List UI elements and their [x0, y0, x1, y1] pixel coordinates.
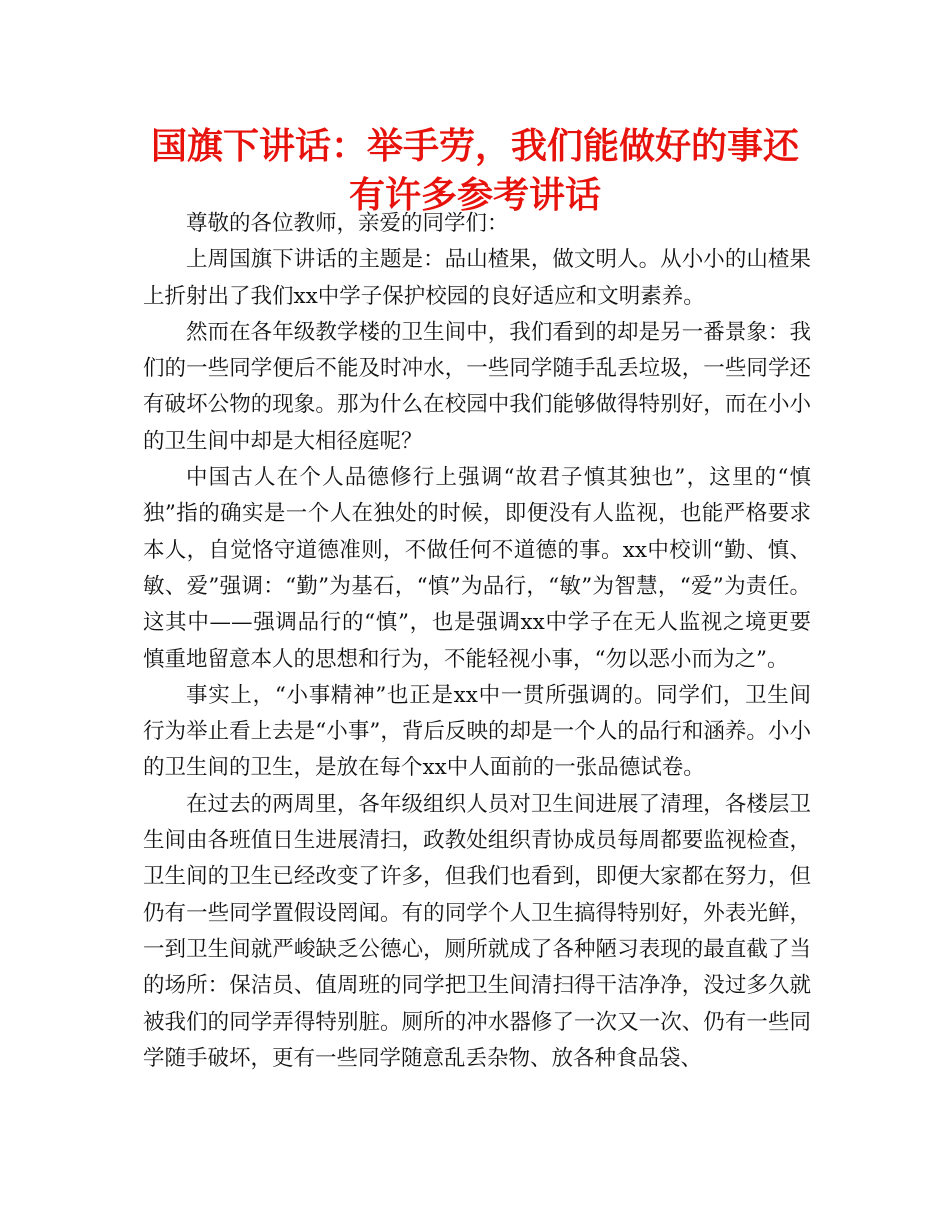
body-paragraph: 上周国旗下讲话的主题是：品山楂果，做文明人。从小小的山楂果上折射出了我们xx中学子保护校园的良好适应和文明素养。	[143, 247, 811, 309]
body-paragraph: 事实上，“小事精神”也正是xx中一贯所强调的。同学们，卫生间行为举止看上去是“小事”，背后反映的却是一个人的品行和涵养。小小的卫生间的卫生，是放在每个xx中人面前的一张品德试卷。	[143, 682, 811, 781]
document-body	[143, 206, 811, 1077]
title-line-2: 有许多参考讲话	[348, 175, 601, 216]
salutation: 尊敬的各位教师，亲爱的同学们：	[186, 211, 509, 236]
body-paragraph: 在过去的两周里，各年级组织人员对卫生间进展了清理，各楼层卫生间由各班值日生进展清扫，政教处组织青协成员每周都要监视检查，卫生间的卫生已经改变了许多，但我们也看到，即便大家都在努力，但仍有一些同学置假设罔闻。有的同学个人卫生搞得特别好，外表光鲜，一到卫生间就严峻缺乏公德心，厕所就成了各种陋习表现的最直截了当的场所：保洁员、值周班的同学把卫生间清扫得干洁净净，没过多久就被我们的同学弄得特别脏。厕所的冲水器修了一次又一次、仍有一些同学随手破坏，更有一些同学随意乱丢杂物、放各种食品袋、	[143, 791, 811, 1071]
body-paragraph: 中国古人在个人品德修行上强调“故君子慎其独也”，这里的“慎独”指的确实是一个人在独处的时候，即便没有人监视，也能严格要求本人，自觉恪守道德准则，不做任何不道德的事。xx中校训“勤、慎、敏、爱”强调：“勤”为基石，“慎”为品行，“敏”为智慧，“爱”为责任。这其中——强调品行的“慎”，也是强调xx中学子在无人监视之境更要慎重地留意本人的思想和行为，不能轻视小事，“勿以恶小而为之”。	[143, 465, 811, 672]
body-paragraph: 然而在各年级教学楼的卫生间中，我们看到的却是另一番景象：我们的一些同学便后不能及时冲水，一些同学随手乱丢垃圾，一些同学还有破坏公物的现象。那为什么在校园中我们能够做得特别好，而在小小的卫生间中却是大相径庭呢？	[143, 319, 811, 454]
title-line-1: 国旗下讲话：举手劳，我们能做好的事还	[150, 126, 799, 167]
